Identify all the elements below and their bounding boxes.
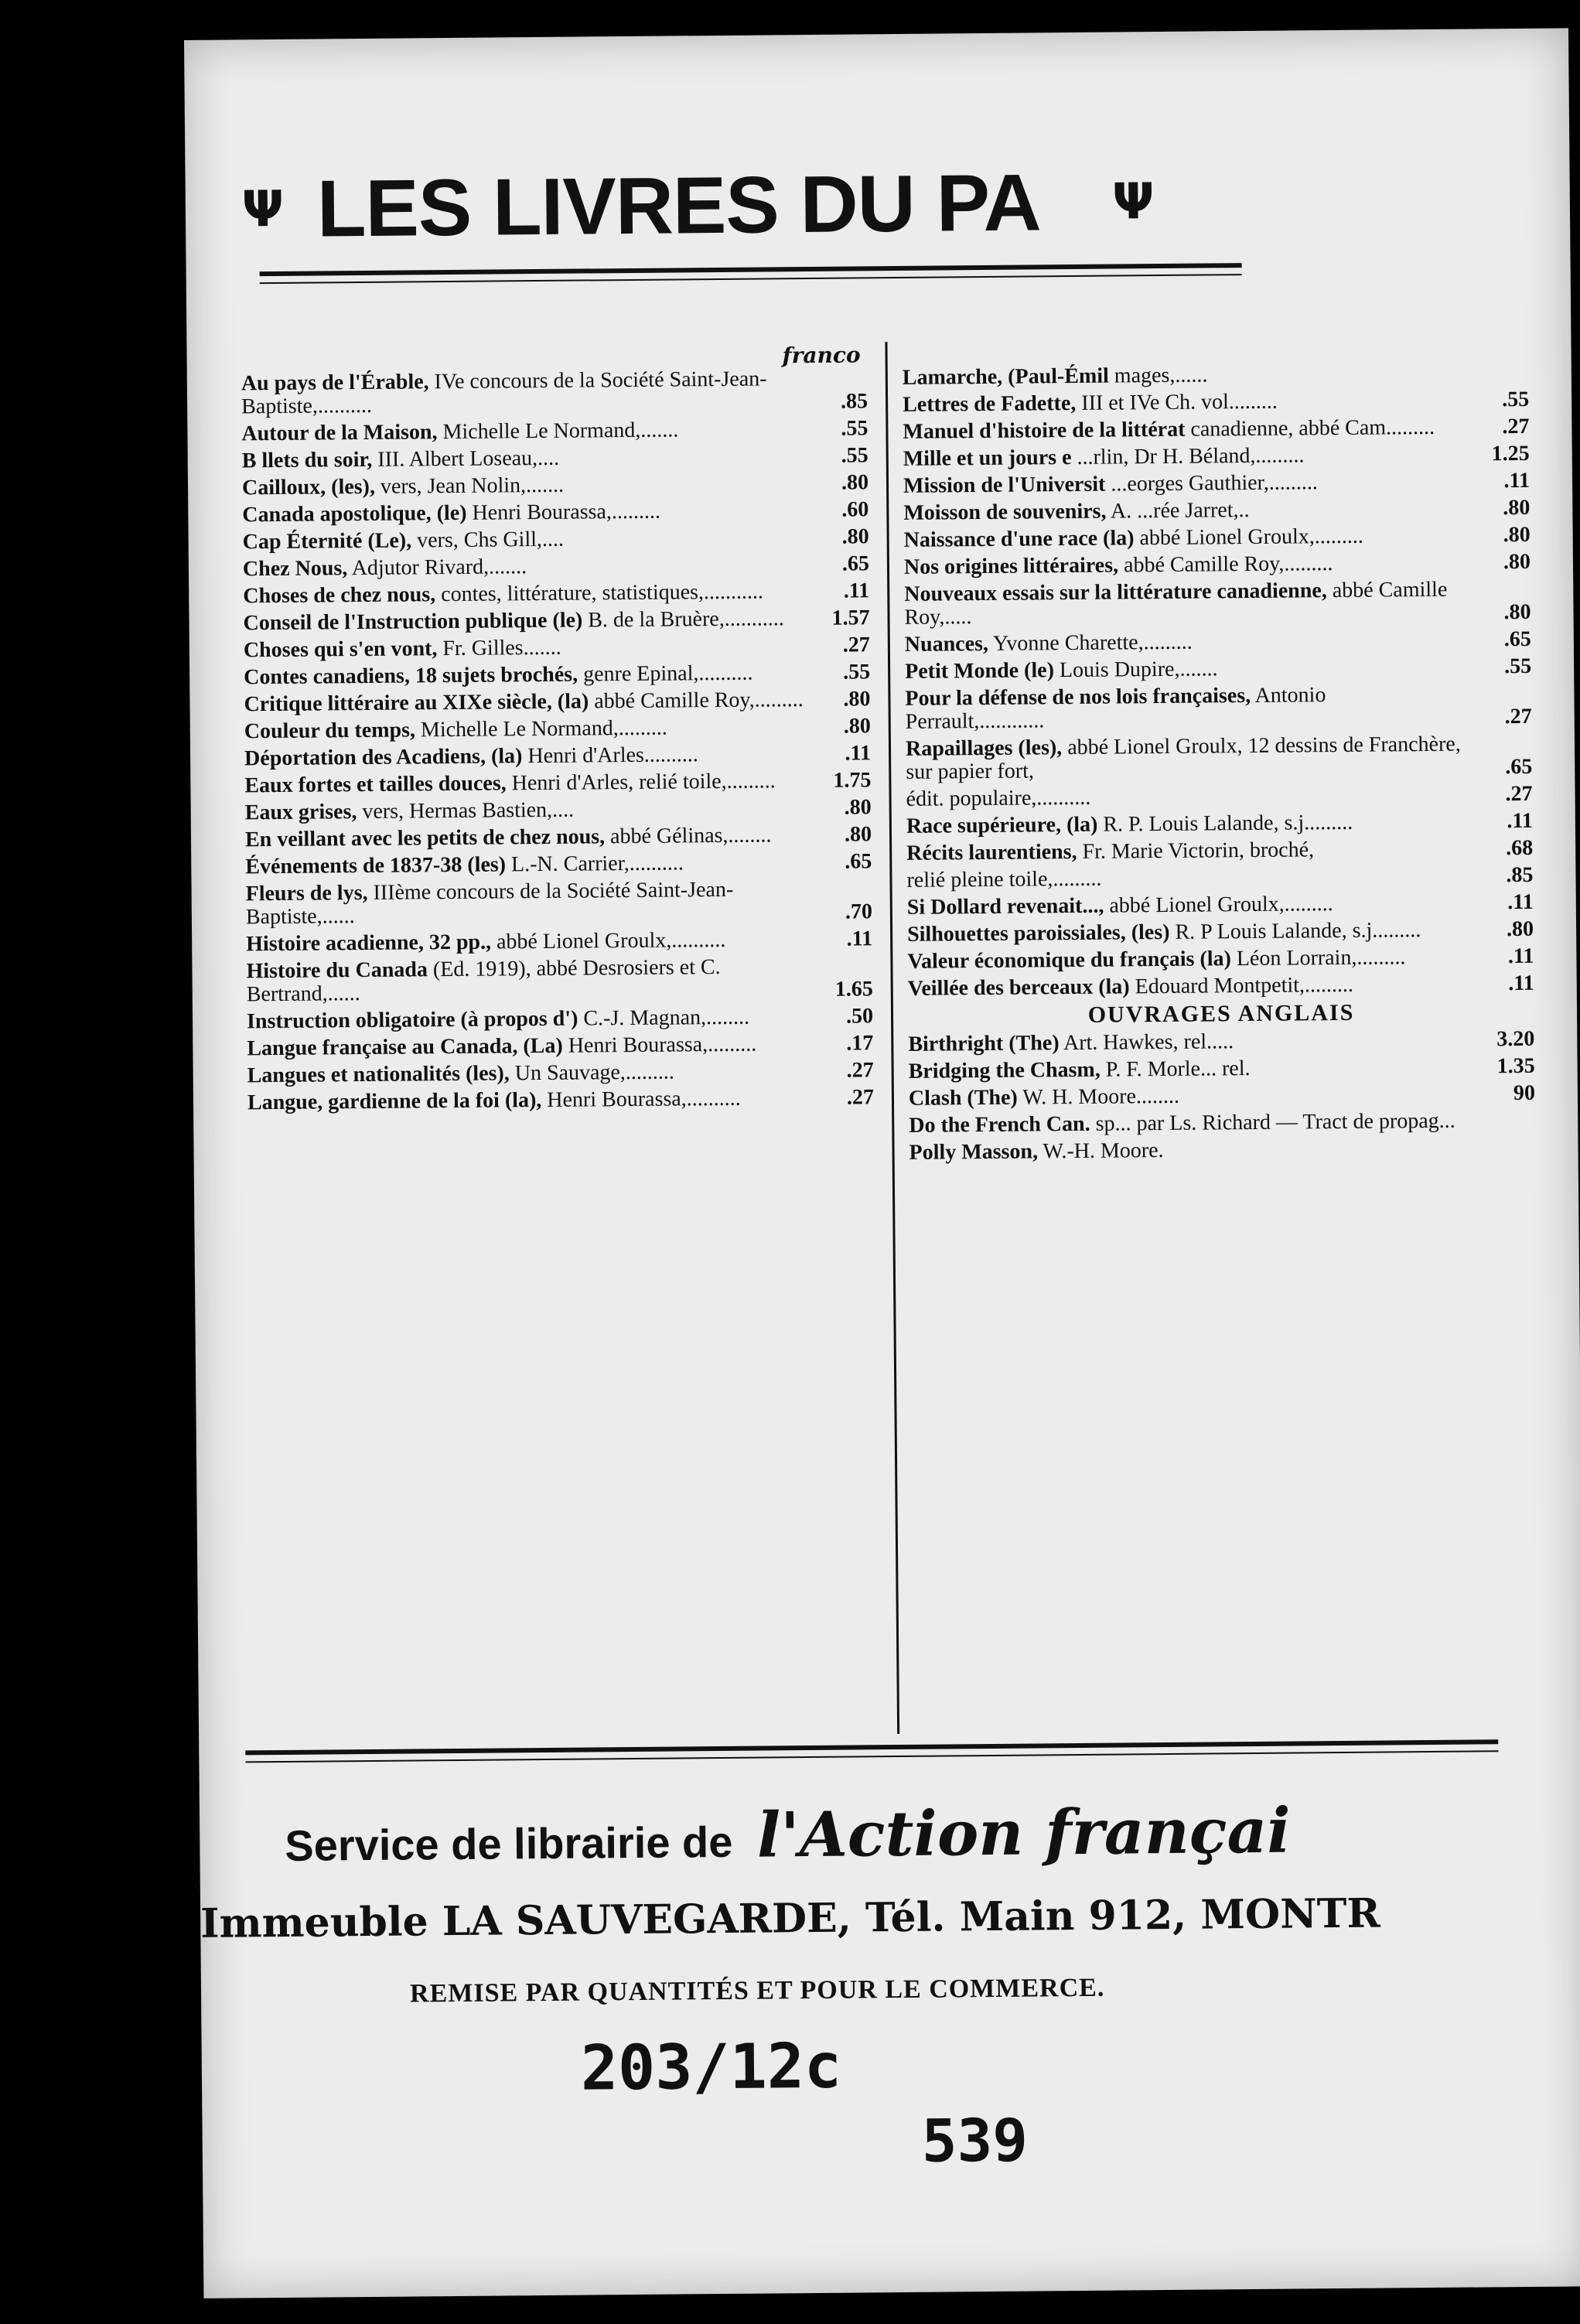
entry-description: vers, Hermas Bastien,.... — [357, 797, 575, 824]
header-rule-thin — [260, 274, 1242, 284]
entry-price: .85 — [840, 389, 868, 414]
entry-description: abbé Camille Roy,......... — [589, 688, 804, 714]
entry-description: Antonio Perrault,............ — [905, 683, 1326, 734]
entry-price: .27 — [1504, 704, 1532, 729]
catalog-entry — [908, 1028, 1534, 1056]
entry-description: III. Albert Loseau,.... — [372, 445, 560, 472]
catalog-entry — [243, 579, 869, 608]
entry-text — [909, 1137, 1469, 1165]
entry-price: 1.35 — [1496, 1053, 1535, 1079]
catalog-entry — [905, 655, 1531, 684]
entry-text — [247, 1005, 807, 1033]
entry-description: sp... par Ls. Richard — Tract de propag... — [1090, 1108, 1455, 1136]
entry-description: IIIème concours de la Société Saint-Jean-Baptiste,...... — [245, 877, 734, 930]
entry-price: .11 — [1503, 468, 1531, 493]
entry-title: Eaux fortes et tailles douces, — [244, 771, 507, 798]
entry-text — [246, 928, 807, 956]
entry-description: canadienne, abbé Cam......... — [1185, 415, 1435, 442]
entry-title: Lettres de Fadette, — [903, 391, 1077, 417]
header-rule — [260, 263, 1242, 276]
entry-description: Edouard Montpetit,......... — [1129, 972, 1354, 999]
entry-description: R. P Louis Lalande, s.j......... — [1169, 918, 1421, 944]
entry-description: abbé Lionel Groulx,......... — [1104, 892, 1333, 918]
catalog-entry — [242, 471, 868, 500]
catalog-entry — [242, 498, 868, 527]
entry-price: .27 — [1502, 414, 1530, 439]
entry-description: contes, littérature, statistiques,........... — [435, 579, 764, 607]
entry-price — [1463, 384, 1529, 385]
entry-title: Valeur économique du français (la) — [907, 947, 1232, 974]
catalog-entry — [904, 551, 1531, 579]
entry-price: .27 — [842, 633, 870, 657]
ornament-right-icon: Ψ — [1111, 173, 1155, 231]
entry-title: Rapaillages (les), — [905, 735, 1063, 761]
entry-price: .11 — [1507, 808, 1534, 834]
catalog-entry — [903, 442, 1530, 471]
entry-price: .11 — [846, 927, 873, 951]
entry-title: Événements de 1837-38 (les) — [245, 852, 507, 879]
entry-description: III et IVe Ch. vol......... — [1076, 389, 1278, 415]
entry-title: Eaux grises, — [244, 800, 357, 825]
entry-description: mages,...... — [1108, 363, 1208, 388]
catalog-entry — [909, 1109, 1535, 1138]
entry-text — [905, 683, 1466, 734]
entry-title: Do the French Can. — [909, 1111, 1090, 1138]
entry-text — [246, 955, 807, 1006]
entry-title: Pour la défense de nos lois françaises, — [905, 683, 1251, 711]
entry-title: Mille et un jours e — [903, 445, 1072, 471]
entry-title: Silhouettes paroissiales, (les) — [906, 920, 1170, 947]
entry-price: 1.75 — [833, 768, 872, 793]
entry-price: 3.20 — [1496, 1026, 1535, 1052]
entry-text — [245, 851, 806, 879]
entry-description: ...eorges Gauthier,......... — [1105, 470, 1318, 497]
entry-text — [247, 1032, 807, 1060]
entry-description: Henri Bourassa,.......... — [541, 1086, 741, 1113]
entry-price: .27 — [846, 1058, 874, 1083]
catalog-entry — [246, 927, 872, 956]
entry-title: Canada apostolique, (le) — [242, 500, 467, 527]
ornament-left-icon: Ψ — [241, 180, 285, 239]
entry-description: Adjutor Rivard,....... — [347, 555, 527, 581]
catalog-entry — [906, 864, 1533, 892]
entry-description: relié pleine toile,......... — [906, 866, 1102, 892]
catalog-entry — [245, 850, 872, 879]
catalog-entry — [246, 954, 872, 1006]
entry-text — [243, 607, 804, 635]
catalog-entry — [909, 1136, 1535, 1165]
catalog-entry — [241, 367, 868, 418]
entry-text — [242, 445, 803, 473]
entry-title: Chez Nous, — [242, 556, 348, 582]
entry-text — [903, 497, 1464, 525]
entry-text — [909, 1083, 1469, 1111]
catalog-entry — [244, 633, 870, 662]
entry-price: .11 — [845, 741, 872, 766]
catalog-entry — [909, 1055, 1535, 1084]
entry-text — [241, 418, 802, 445]
entry-text — [904, 578, 1465, 630]
entry-description: A. ...rée Jarret,.. — [1106, 498, 1250, 524]
column-divider — [885, 342, 899, 1734]
entry-title: Veillée des berceaux (la) — [907, 974, 1130, 1001]
entry-title: Choses qui s'en vont, — [243, 636, 438, 663]
entry-text — [903, 470, 1464, 498]
entry-title: Lamarche, (Paul-Émil — [902, 363, 1109, 390]
entry-title: Déportation des Acadiens, (la) — [244, 744, 523, 771]
entry-text — [243, 526, 804, 554]
catalog-entry — [905, 682, 1531, 734]
entry-text — [907, 946, 1468, 974]
entry-description: abbé Lionel Groulx, 12 dessins de Franchère, sur papier fort, — [906, 732, 1461, 784]
entry-title: Histoire du Canada — [246, 957, 428, 984]
entry-title: Manuel d'histoire de la littérat — [903, 417, 1186, 444]
entry-description: abbé Camille Roy,..... — [904, 577, 1448, 630]
entry-text — [903, 443, 1464, 471]
entry-description: Michelle Le Normand,......... — [415, 715, 667, 742]
entry-title: Bridging the Chasm, — [908, 1057, 1101, 1084]
entry-description: Henri Bourassa,......... — [562, 1032, 757, 1058]
entry-text — [242, 499, 803, 527]
catalog-stamp: 203/12c — [580, 2029, 842, 2104]
catalog-entry — [903, 361, 1529, 390]
catalog-entry — [904, 524, 1531, 552]
entry-text — [244, 770, 805, 797]
entry-price: .80 — [841, 470, 869, 495]
entry-text — [906, 838, 1467, 865]
entry-text — [904, 524, 1465, 552]
catalog-entry — [247, 1059, 874, 1087]
entry-description: Louis Dupire,....... — [1053, 657, 1218, 683]
right-column — [903, 361, 1536, 1169]
entry-price: .55 — [1501, 387, 1530, 412]
entry-price — [1469, 1132, 1535, 1133]
catalog-entry — [906, 732, 1532, 784]
catalog-entry — [906, 783, 1532, 811]
entry-description: Art. Hawkes, rel..... — [1059, 1029, 1234, 1056]
remise-line: REMISE PAR QUANTITÉS ET POUR LE COMMERCE. — [409, 1973, 1105, 2008]
catalog-entry — [247, 1086, 874, 1114]
entry-title: Conseil de l'Instruction publique (le) — [243, 608, 583, 636]
service-text: Service de librairie de — [285, 1817, 733, 1870]
catalog-entry — [903, 415, 1529, 444]
entry-price: .80 — [1503, 549, 1531, 575]
catalog-entry — [905, 628, 1531, 657]
entry-description: Michelle Le Normand,....... — [437, 418, 679, 445]
entry-text — [907, 892, 1468, 920]
english-section-heading: OUVRAGES ANGLAIS — [1087, 999, 1355, 1028]
entry-text — [245, 824, 806, 851]
entry-title: B llets du soir, — [241, 447, 373, 473]
entry-text — [908, 1029, 1469, 1056]
catalog-entry — [906, 837, 1533, 865]
entry-text — [905, 629, 1466, 657]
entry-price: 90 — [1513, 1080, 1536, 1106]
entry-description: abbé Lionel Groulx,.......... — [490, 927, 726, 954]
catalog-entry — [244, 742, 871, 770]
entry-description: B. de la Bruère,........... — [582, 606, 784, 633]
page-number: 539 — [921, 2105, 1029, 2176]
entry-description: Léon Lorrain,......... — [1230, 945, 1406, 971]
entry-description: vers, Chs Gill,.... — [411, 527, 565, 553]
entry-title: Naissance d'une race (la) — [903, 526, 1135, 552]
entry-price: .80 — [844, 795, 872, 820]
catalog-entry — [907, 918, 1534, 947]
entry-price: .65 — [1505, 754, 1533, 780]
entry-price: .27 — [1505, 781, 1533, 807]
catalog-entry — [904, 578, 1531, 630]
price-column-header: franco — [782, 342, 861, 369]
catalog-entry — [907, 891, 1534, 920]
entry-description: abbé Lionel Groulx,......... — [1134, 524, 1363, 551]
entry-description: Fr. Gilles....... — [437, 635, 561, 661]
catalog-entry — [245, 823, 872, 851]
entry-price: .80 — [843, 687, 871, 712]
catalog-entry — [243, 552, 869, 581]
catalog-entry — [247, 1005, 873, 1033]
entry-text — [241, 367, 802, 418]
entry-price: .27 — [846, 1085, 875, 1110]
entry-description: R. P. Louis Lalande, s.j......... — [1097, 810, 1353, 837]
entry-text — [242, 472, 803, 500]
entry-description: Henri d'Arles.......... — [522, 742, 699, 769]
entry-title: Couleur du temps, — [244, 718, 416, 744]
entry-price: .60 — [841, 497, 869, 522]
entry-text — [246, 878, 807, 929]
catalog-entry — [243, 606, 869, 635]
entry-text — [244, 715, 805, 743]
catalog-entry — [246, 877, 872, 929]
entry-text — [906, 783, 1466, 811]
entry-price: .11 — [843, 578, 870, 603]
entry-price: .65 — [845, 849, 872, 874]
catalog-entry — [243, 525, 869, 554]
entry-description: IVe concours de la Société Saint-Jean-Baptiste,.......... — [241, 367, 767, 419]
entry-text — [247, 1087, 808, 1114]
header — [231, 152, 1547, 257]
entry-text — [247, 1060, 808, 1087]
entry-title: Si Dollard revenait..., — [906, 893, 1104, 920]
entry-title: Nos origines littéraires, — [903, 553, 1119, 579]
entry-text — [907, 919, 1468, 947]
catalog-entry — [244, 715, 871, 743]
entry-title: Au pays de l'Érable, — [241, 370, 429, 396]
entry-text — [243, 580, 804, 608]
entry-description: Yvonne Charette,......... — [988, 630, 1193, 656]
entry-text — [903, 416, 1463, 444]
entry-title: Mission de l'Universit — [903, 472, 1106, 498]
catalog-entry — [909, 1082, 1535, 1111]
entry-description: édit. populaire,.......... — [906, 785, 1091, 811]
entry-price: .55 — [1503, 654, 1532, 679]
address-line: Immeuble LA SAUVEGARDE, Tél. Main 912, MONTR — [200, 1889, 1380, 1947]
entry-price — [1470, 1159, 1536, 1160]
catalog-entry — [244, 660, 870, 689]
entry-title: Cailloux, (les), — [241, 474, 376, 500]
entry-price: .11 — [1507, 944, 1534, 969]
entry-price: .55 — [841, 416, 868, 441]
page-title: LES LIVRES DU PA — [316, 157, 1041, 254]
catalog-entry — [907, 945, 1534, 974]
entry-price: .80 — [1506, 916, 1534, 942]
entry-description: Henri Bourassa,......... — [466, 499, 661, 525]
entry-price: .68 — [1506, 835, 1534, 861]
entry-price: .80 — [843, 714, 871, 739]
catalog-entry — [903, 469, 1530, 498]
entry-price: .70 — [845, 899, 873, 924]
entry-price: .11 — [1507, 889, 1534, 915]
entry-description: (Ed. 1919), abbé Desrosiers et C. Bertrand,...... — [246, 954, 721, 1007]
entry-title: Histoire acadienne, 32 pp., — [246, 930, 492, 957]
catalog-entry — [247, 1032, 873, 1060]
entry-price: .80 — [844, 822, 872, 847]
entry-title: Récits laurentiens, — [906, 839, 1077, 865]
entry-price: .80 — [1503, 599, 1531, 625]
entry-price: .80 — [841, 524, 869, 549]
entry-text — [903, 389, 1463, 417]
entry-text — [244, 661, 804, 689]
entry-description: abbé Gélinas,........ — [604, 823, 772, 849]
entry-description: Un Sauvage,......... — [509, 1060, 674, 1086]
entry-text — [904, 551, 1465, 579]
entry-price: .80 — [1503, 522, 1531, 548]
entry-title: Race supérieure, (la) — [906, 812, 1098, 838]
entry-description: vers, Jean Nolin,....... — [374, 473, 565, 499]
catalog-entry — [244, 769, 871, 797]
right-column-french — [903, 361, 1534, 1001]
entry-description: W. H. Moore........ — [1017, 1084, 1180, 1110]
entry-title: Fleurs de lys, — [245, 880, 368, 906]
catalog-entry — [903, 388, 1529, 417]
entry-price: .55 — [843, 660, 871, 684]
entry-text — [905, 656, 1466, 684]
entry-title: Nuances, — [904, 631, 989, 657]
entry-text — [906, 865, 1467, 892]
left-column — [241, 367, 874, 1118]
catalog-entry — [908, 972, 1534, 1001]
entry-price: .17 — [846, 1031, 874, 1056]
entry-price: .50 — [845, 1004, 874, 1029]
entry-price: 1.25 — [1491, 441, 1530, 466]
entry-title: Langue, gardienne de la foi (la), — [247, 1088, 542, 1115]
entry-text — [244, 688, 804, 716]
entry-price: .65 — [1503, 626, 1531, 652]
entry-title: Choses de chez nous, — [243, 582, 436, 609]
entry-text — [244, 634, 804, 662]
entry-text — [245, 797, 806, 824]
entry-text — [244, 742, 805, 770]
right-column-english — [908, 1028, 1535, 1165]
entry-price: .65 — [841, 551, 870, 576]
entry-title: Birthright (The) — [908, 1031, 1060, 1056]
entry-title: Polly Masson, — [909, 1139, 1039, 1165]
entry-price: .55 — [841, 443, 868, 468]
entry-title: Nouveaux essais sur la littérature canadienne, — [904, 578, 1327, 606]
entry-title: Critique littéraire au XIXe siècle, (la) — [244, 689, 589, 717]
entry-price: 1.65 — [834, 977, 873, 1002]
entry-title: Cap Éternité (Le), — [242, 528, 412, 555]
entry-text — [906, 733, 1466, 784]
catalog-entry — [906, 810, 1533, 838]
service-line — [285, 1794, 1291, 1875]
entry-title: Moisson de souvenirs, — [903, 499, 1107, 525]
catalog-entry — [244, 688, 870, 716]
entry-price: .11 — [1508, 971, 1534, 996]
entry-title: Langue française au Canada, (La) — [247, 1033, 563, 1061]
entry-title: Langues et nationalités (les), — [247, 1061, 510, 1088]
catalog-entry — [245, 796, 872, 824]
entry-price: 1.57 — [831, 606, 870, 630]
entry-description: abbé Camille Roy,......... — [1118, 551, 1333, 578]
entry-description: Henri d'Arles, relié toile,......... — [506, 769, 776, 796]
entry-text — [903, 362, 1463, 390]
entry-title: En veillant avec les petits de chez nous, — [244, 824, 606, 852]
entry-text — [906, 810, 1467, 838]
entry-title: Instruction obligatoire (à propos d') — [246, 1006, 578, 1034]
catalog-entry — [903, 497, 1530, 525]
entry-title: Autour de la Maison, — [241, 420, 438, 446]
entry-text — [908, 973, 1469, 1001]
entry-description: ...rlin, Dr H. Béland,......... — [1071, 443, 1305, 470]
entry-description: genre Epinal,.......... — [577, 660, 753, 687]
catalog-entry — [241, 417, 868, 445]
entry-price: .85 — [1506, 862, 1534, 888]
entry-title: Clash (The) — [908, 1085, 1018, 1111]
entry-title: Petit Monde (le) — [905, 658, 1055, 684]
entry-description: W.-H. Moore. — [1037, 1138, 1164, 1164]
entry-text — [243, 553, 804, 581]
brand-name: l'Action françai — [756, 1793, 1292, 1872]
catalog-page — [184, 28, 1580, 2298]
entry-description: C.-J. Magnan,........ — [578, 1005, 750, 1031]
entry-description: L.-N. Carrier,.......... — [505, 851, 684, 877]
entry-description: P. F. Morle... rel. — [1100, 1056, 1251, 1082]
entry-text — [909, 1110, 1469, 1138]
entry-text — [909, 1056, 1469, 1084]
entry-title: Contes canadiens, 18 sujets brochés, — [244, 662, 578, 690]
entry-price: .80 — [1503, 495, 1531, 520]
entry-description: Fr. Marie Victorin, broché, — [1077, 838, 1315, 864]
catalog-entry — [242, 444, 868, 473]
